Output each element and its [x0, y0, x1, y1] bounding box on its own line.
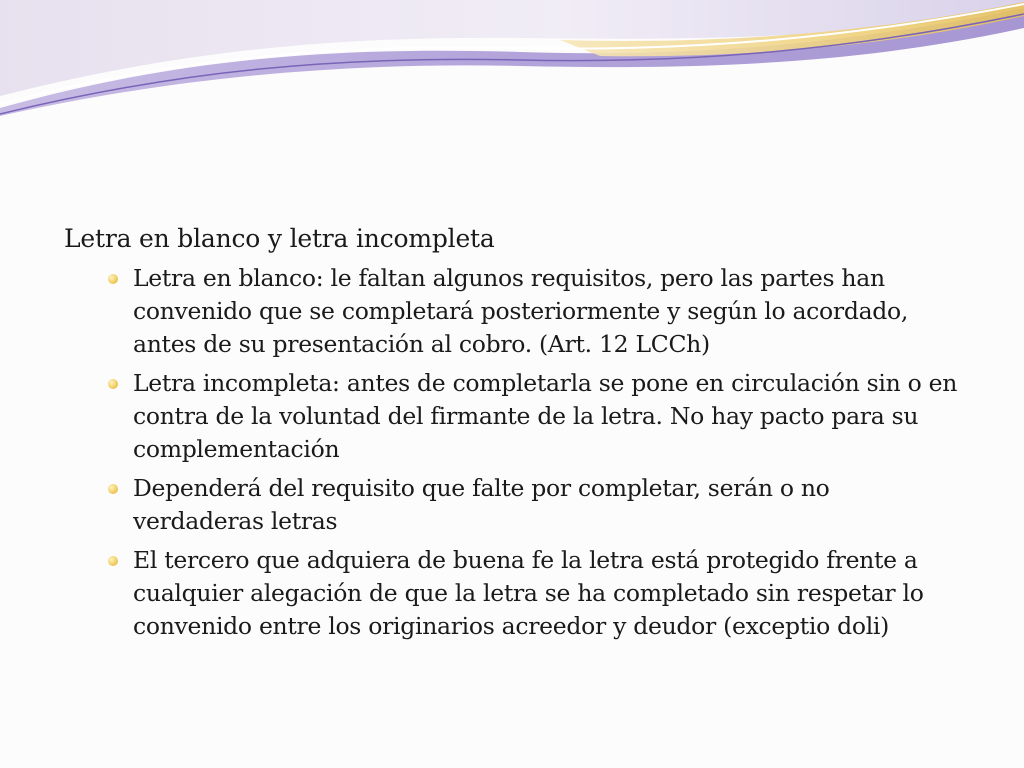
bullet-text: Letra incompleta: antes de completarla se pone en circulación sin o en contra de la voluntad del firmante de la letra. No hay pacto para su complementación: [133, 369, 958, 463]
slide-heading: Letra en blanco y letra incompleta: [64, 224, 495, 253]
bullet-item: [108, 367, 964, 466]
bullet-dot-icon: [108, 556, 118, 566]
bullet-text: Letra en blanco: le faltan algunos requisitos, pero las partes han convenido que se completará posteriormente y según lo acordado, antes de su presentación al cobro. (Art. 12 LCCh): [133, 264, 909, 358]
bullet-text: El tercero que adquiera de buena fe la letra está protegido frente a cualquier alegación de que la letra se ha completado sin respetar lo convenido entre los originarios acreedor y deudor (exceptio doli): [133, 546, 924, 640]
decorative-wave-banner: [0, 0, 1024, 140]
bullet-item: [108, 262, 964, 361]
bullet-item: [108, 544, 964, 643]
bullet-dot-icon: [108, 379, 118, 389]
bullet-item: [108, 472, 964, 538]
slide-content: [64, 222, 964, 649]
bullet-list: [64, 262, 964, 643]
bullet-dot-icon: [108, 484, 118, 494]
bullet-text: Dependerá del requisito que falte por completar, serán o no verdaderas letras: [133, 474, 830, 535]
bullet-dot-icon: [108, 274, 118, 284]
